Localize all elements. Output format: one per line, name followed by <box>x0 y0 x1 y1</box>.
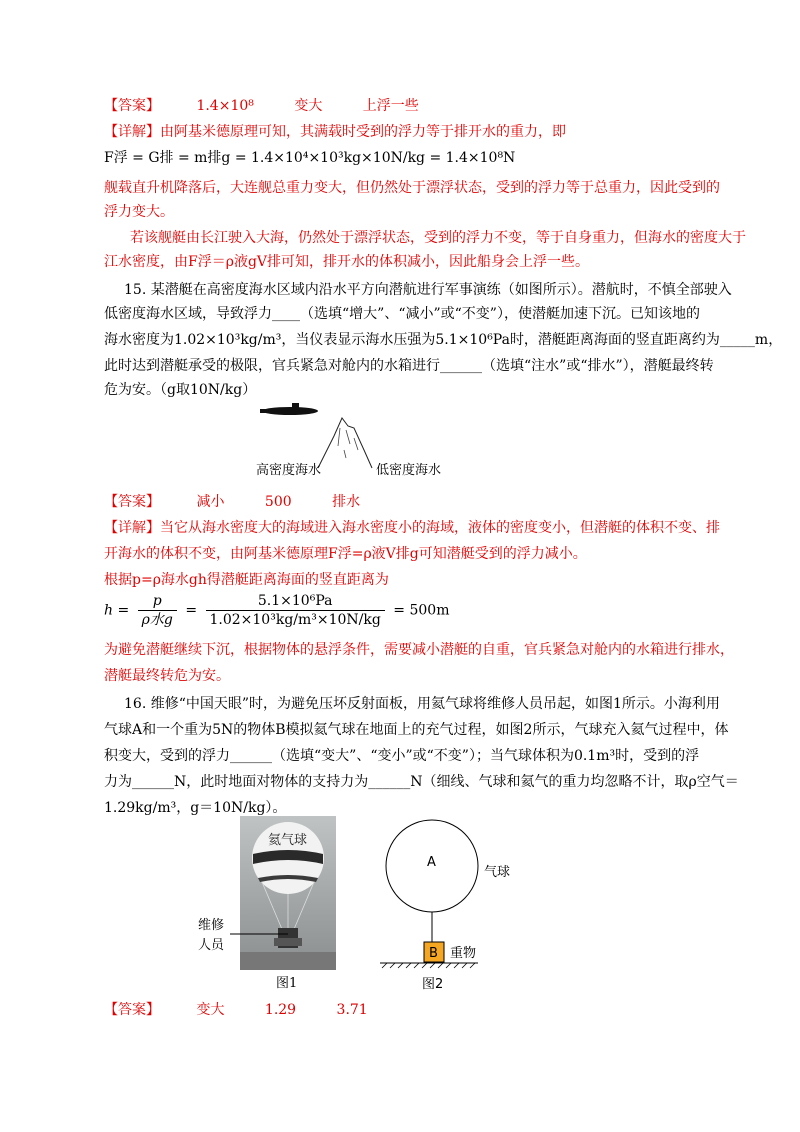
q14-detail-3a: 若该舰艇由长江驶入大海，仍然处于漂浮状态，受到的浮力不变，等于自身重力，但海水的密度大于 <box>130 230 746 246</box>
fig1-label-a: 维修 <box>198 918 225 933</box>
answer-label: 【答案】 <box>104 98 160 114</box>
q15-line-2: 低密度海水区域，导致浮力____（选填“增大”、“减小”或“不变”），使潜艇加速下沉。已知该地的 <box>104 306 700 322</box>
q15-detail-4a: 为避免潜艇继续下沉，根据物体的悬浮条件，需要减小潜艇的自重，官兵紧急对舱内的水箱进行排水， <box>104 642 734 658</box>
q16-answer-line <box>104 1000 404 1020</box>
q14-formula: F浮 = G排 = m排g = 1.4×10⁴×10³kg×10N/kg = 1.4×10⁸N <box>104 150 516 166</box>
q15-detail-3: 根据p=ρ海水gh得潜艇距离海面的竖直距离为 <box>104 572 389 588</box>
q14-answer-line <box>104 96 455 116</box>
answer-value-3: 排水 <box>332 494 361 510</box>
answer-value-2: 1.29 <box>264 1002 297 1018</box>
q16-line-5: 1.29kg/m³，g＝10N/kg）。 <box>104 800 287 816</box>
q15-formula: h = $\frac{p}{\text{ρ水g}}$ = $\frac{\text{5.1×10⁶Pa}}{\text{1.02×10³kg/m³×10N/kg}}$ = 500m <box>104 593 450 628</box>
balloon-text: 氦气球 <box>268 833 308 848</box>
answer-value-3: 3.71 <box>336 1002 368 1018</box>
answer-value-1: 减小 <box>196 494 225 510</box>
fig-left-label: 高密度海水 <box>256 463 322 478</box>
q16-line-3: 积变大，受到的浮力______（选填“变大”、“变小”或“不变”）；当气球体积为0.1m³时，受到的浮 <box>104 748 700 764</box>
fig-right-label: 低密度海水 <box>376 463 442 478</box>
answer-label: 【答案】 <box>104 1002 160 1018</box>
pointer-line <box>230 928 290 940</box>
answer-value-2: 变大 <box>294 98 323 114</box>
q15-line-1: 15. 某潜艇在高密度海水区域内沿水平方向潜航进行军事演练（如图所示）。潜航时，不慎全部驶入 <box>124 282 732 298</box>
q15-line-5: 危为安。（g取10N/kg） <box>104 382 257 398</box>
fig1-label-b: 人员 <box>198 938 225 953</box>
block-label-b: B <box>429 946 438 961</box>
q14-detail-2a: 舰载直升机降落后，大连舰总重力变大，但仍然处于漂浮状态，受到的浮力等于总重力，因此受到的 <box>104 180 720 196</box>
q14-detail-3b: 江水密度，由F浮＝ρ液gV排可知，排开水的体积减小，因此船身会上浮一些。 <box>104 254 590 270</box>
q14-detail-1: 【详解】由阿基米德原理可知，其满载时受到的浮力等于排开水的重力，即 <box>104 124 566 140</box>
q15-detail-4b: 潜艇最终转危为安。 <box>104 668 230 684</box>
q15-answer-line <box>104 492 396 512</box>
q16-line-2: 气球A和一个重为5N的物体B模拟氦气球在地面上的充气过程，如图2所示，气球充入氦气过程中，体 <box>104 722 729 738</box>
q15-line-3: 海水密度为1.02×10³kg/m³，当仪表显示海水压强为5.1×10⁶Pa时，潜艇距离海面的竖直距离约为_____m， <box>104 332 783 348</box>
answer-value-1: 变大 <box>196 1002 225 1018</box>
answer-value-3: 上浮一些 <box>362 98 419 114</box>
balloon-label-a: A <box>427 855 436 870</box>
q15-detail-2: 开海水的体积不变，由阿基米德原理F浮=ρ液V排g可知潜艇受到的浮力减小。 <box>104 546 587 562</box>
answer-value-1: 1.4×10⁸ <box>196 98 254 114</box>
ground-hatch <box>382 963 475 968</box>
figure-1 <box>190 816 340 996</box>
answer-label: 【答案】 <box>104 494 160 510</box>
fig1-caption: 图1 <box>276 976 298 991</box>
answer-value-2: 500 <box>264 494 292 510</box>
fraction-p-over-rho-g: $\frac{p}{\text{ρ水g}}$ <box>138 592 177 629</box>
block-label: 重物 <box>450 946 477 961</box>
q15-figure <box>250 398 470 482</box>
q14-detail-2b: 浮力变大。 <box>104 204 174 220</box>
fraction-values: $\frac{\text{5.1×10⁶Pa}}{\text{1.02×10³kg/m³×10N/kg}}$ <box>206 592 385 629</box>
fig2-caption: 图2 <box>422 977 444 992</box>
balloon-photo <box>240 816 336 970</box>
balloon-label: 气球 <box>484 865 511 880</box>
submarine-icon <box>260 403 318 415</box>
q16-line-4: 力为______N，此时地面对物体的支持力为______N（细线、气球和氦气的重力均忽略不计，取ρ空气＝ <box>104 774 739 790</box>
q15-line-4: 此时达到潜艇承受的极限，官兵紧急对舱内的水箱进行______（选填“注水”或“排水”），潜艇最终转 <box>104 358 714 374</box>
figure-2 <box>374 818 524 994</box>
q15-detail-1: 【详解】当它从海水密度大的海域进入海水密度小的海域，液体的密度变小，但潜艇的体积不变、排 <box>104 520 720 536</box>
undersea-mountain-icon <box>318 418 372 468</box>
q16-line-1: 16. 维修“中国天眼”时，为避免压坏反射面板，用氦气球将维修人员吊起，如图1所示。小海利用 <box>124 696 720 712</box>
